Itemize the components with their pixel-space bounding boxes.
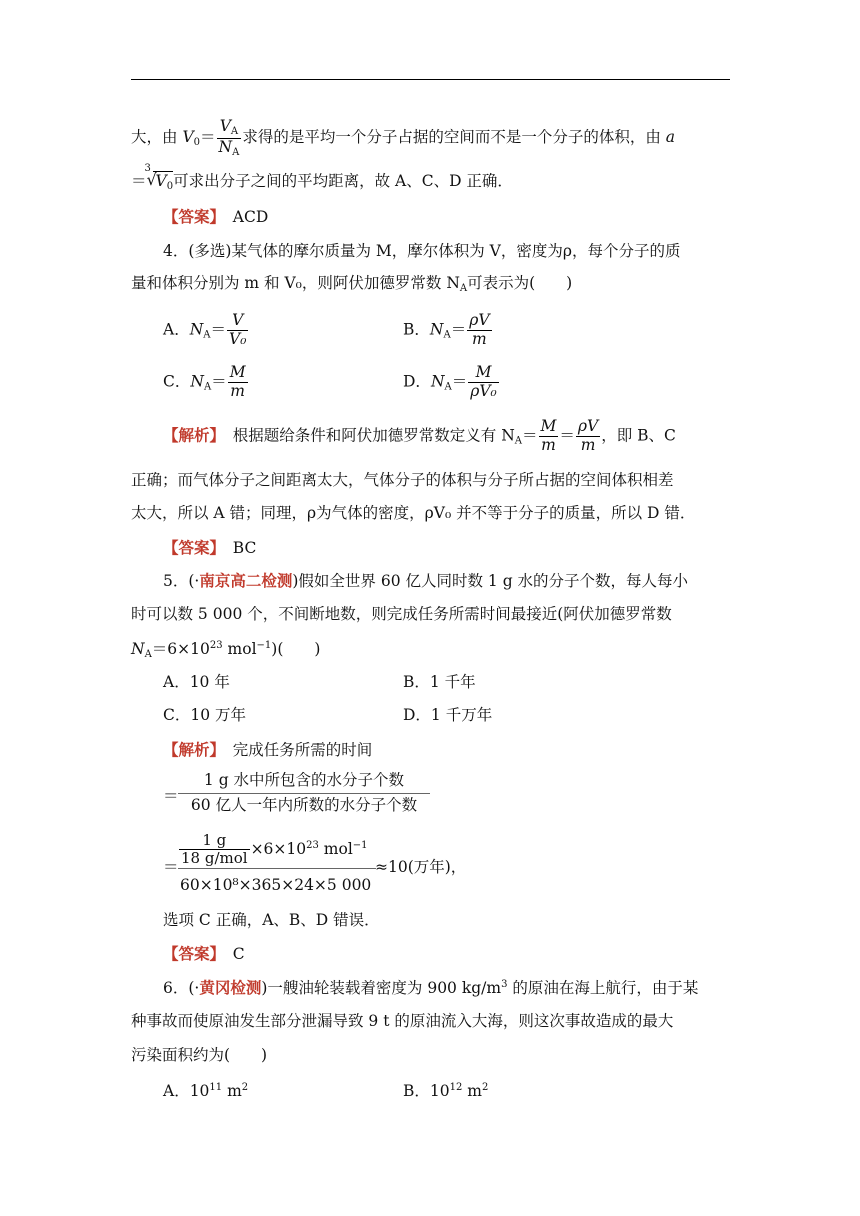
result: ≈10(万年)，	[375, 858, 467, 876]
fraction-denominator: 60×10⁸×365×24×5 000	[180, 876, 372, 894]
source-tag: 南京高二检测	[199, 571, 293, 590]
equals: ＝	[200, 128, 216, 146]
option-a: A．10 年	[163, 673, 230, 691]
option-b: B．$10^{12}$ $m^2$	[403, 1082, 489, 1100]
text-line	[131, 163, 513, 192]
question-6-line-2: 种事故而使原油发生部分泄漏导致 9 t 的原油流入大海，则这次事故造成的最大	[131, 1012, 674, 1030]
answer-line	[163, 209, 268, 226]
answer-value: ACD	[232, 208, 269, 226]
explanation-tag: 【解析】	[163, 740, 218, 759]
fraction	[178, 773, 430, 813]
option-b: B．$N_A=$ $\frac{\rho V}{m}$	[403, 311, 490, 348]
question-6-line-1: 6．(·黄冈检测)一艘油轮装载着密度为 900 $kg/m^3$ 的原油在海上航行，由于某	[163, 978, 699, 997]
source-tag: 黄冈检测	[199, 978, 262, 997]
fraction-denominator: 60 亿人一年内所数的水分子个数	[190, 795, 418, 814]
text: 求得的是平均一个分子占据的空间而不是一个分子的体积，由	[242, 128, 666, 146]
text: 可求出分子之间的平均距离，故 A、C、D 正确．	[173, 172, 513, 190]
equals: ＝	[163, 787, 179, 805]
answer-line	[163, 946, 245, 963]
answer-tag: 【答案】	[163, 538, 218, 557]
equals: ＝	[131, 172, 147, 190]
answer-value: C	[232, 945, 245, 963]
explanation-4-line-2: 正确；而气体分子之间距离太大，气体分子的体积与分子所占据的空间体积相差	[131, 471, 674, 489]
question-5-line-3: $N_A=6\times 10^{23}$ mol$^{-1}$)( )	[131, 640, 321, 660]
option-a: A．$N_A=$ $\frac{V}{\text{V₀}}$	[163, 311, 247, 348]
var: V	[182, 128, 194, 146]
question-6-line-3: 污染面积约为( )	[131, 1046, 268, 1064]
fraction-numerator: $\frac{1 g}{\text{18 g/mol}}$ $\times 6\times 10^{23}$ mol$^{-1}$	[181, 831, 368, 868]
explanation-4-line-1: 【解析】 根据题给条件和阿伏加德罗常数定义有 $N_A=$ $\frac{M}{m}$ ＝ $\frac{\rho V}{m}$ ，即 B、C	[163, 417, 676, 454]
option-c: C．$N_A=$ $\frac{M}{m}$	[163, 363, 246, 400]
text-line	[131, 118, 675, 158]
option-b: B．1 千年	[403, 673, 476, 691]
answer-line	[163, 540, 256, 557]
option-c: C．10 万年	[163, 706, 247, 724]
question-5-line-1: 5．(·南京高二检测)假如全世界 60 亿人同时数 1 g 水的分子个数，每人每小	[163, 571, 689, 590]
fraction-numerator: 1 g 水中所包含的水分子个数	[203, 771, 405, 789]
option-d: D．1 千万年	[403, 706, 493, 724]
answer-value: BC	[232, 539, 257, 557]
text: 大，由	[131, 128, 183, 146]
explanation-4-line-3: 太大，所以 A 错；同理，ρ为气体的密度，ρV₀ 并不等于分子的质量，所以 D 错．	[131, 504, 696, 522]
conclusion: 选项 C 正确，A、B、D 错误．	[163, 911, 380, 929]
equals: ＝	[163, 858, 179, 876]
question-4-line-2: 量和体积分别为 m 和 V₀，则阿伏加德罗常数 $N_A$可表示为( )	[131, 274, 573, 294]
answer-tag: 【答案】	[163, 944, 218, 963]
question-5-line-2: 时可以数 5 000 个，不间断地数，则完成任务所需时间最接近(阿伏加德罗常数	[131, 605, 672, 623]
subscript: 0	[193, 137, 201, 148]
fraction-bar	[178, 868, 376, 869]
cube-root: 3 √ $V_0$	[144, 163, 174, 192]
option-d: D．$N_A=$ $\frac{M}{\text{ρV₀}}$	[403, 363, 497, 400]
explanation-tag: 【解析】	[163, 425, 218, 445]
header-rule	[131, 79, 730, 80]
explanation-5-line-1: 【解析】 完成任务所需的时间	[163, 740, 373, 759]
option-a: A．$10^{11}$ $m^2$	[163, 1082, 249, 1100]
fraction: $\frac{V_A}{N_A}$	[218, 117, 240, 158]
question-4-line-1: 4．(多选)某气体的摩尔质量为 M，摩尔体积为 V，密度为ρ，每个分子的质	[163, 242, 681, 260]
var: a	[665, 128, 676, 146]
answer-tag: 【答案】	[163, 207, 218, 226]
